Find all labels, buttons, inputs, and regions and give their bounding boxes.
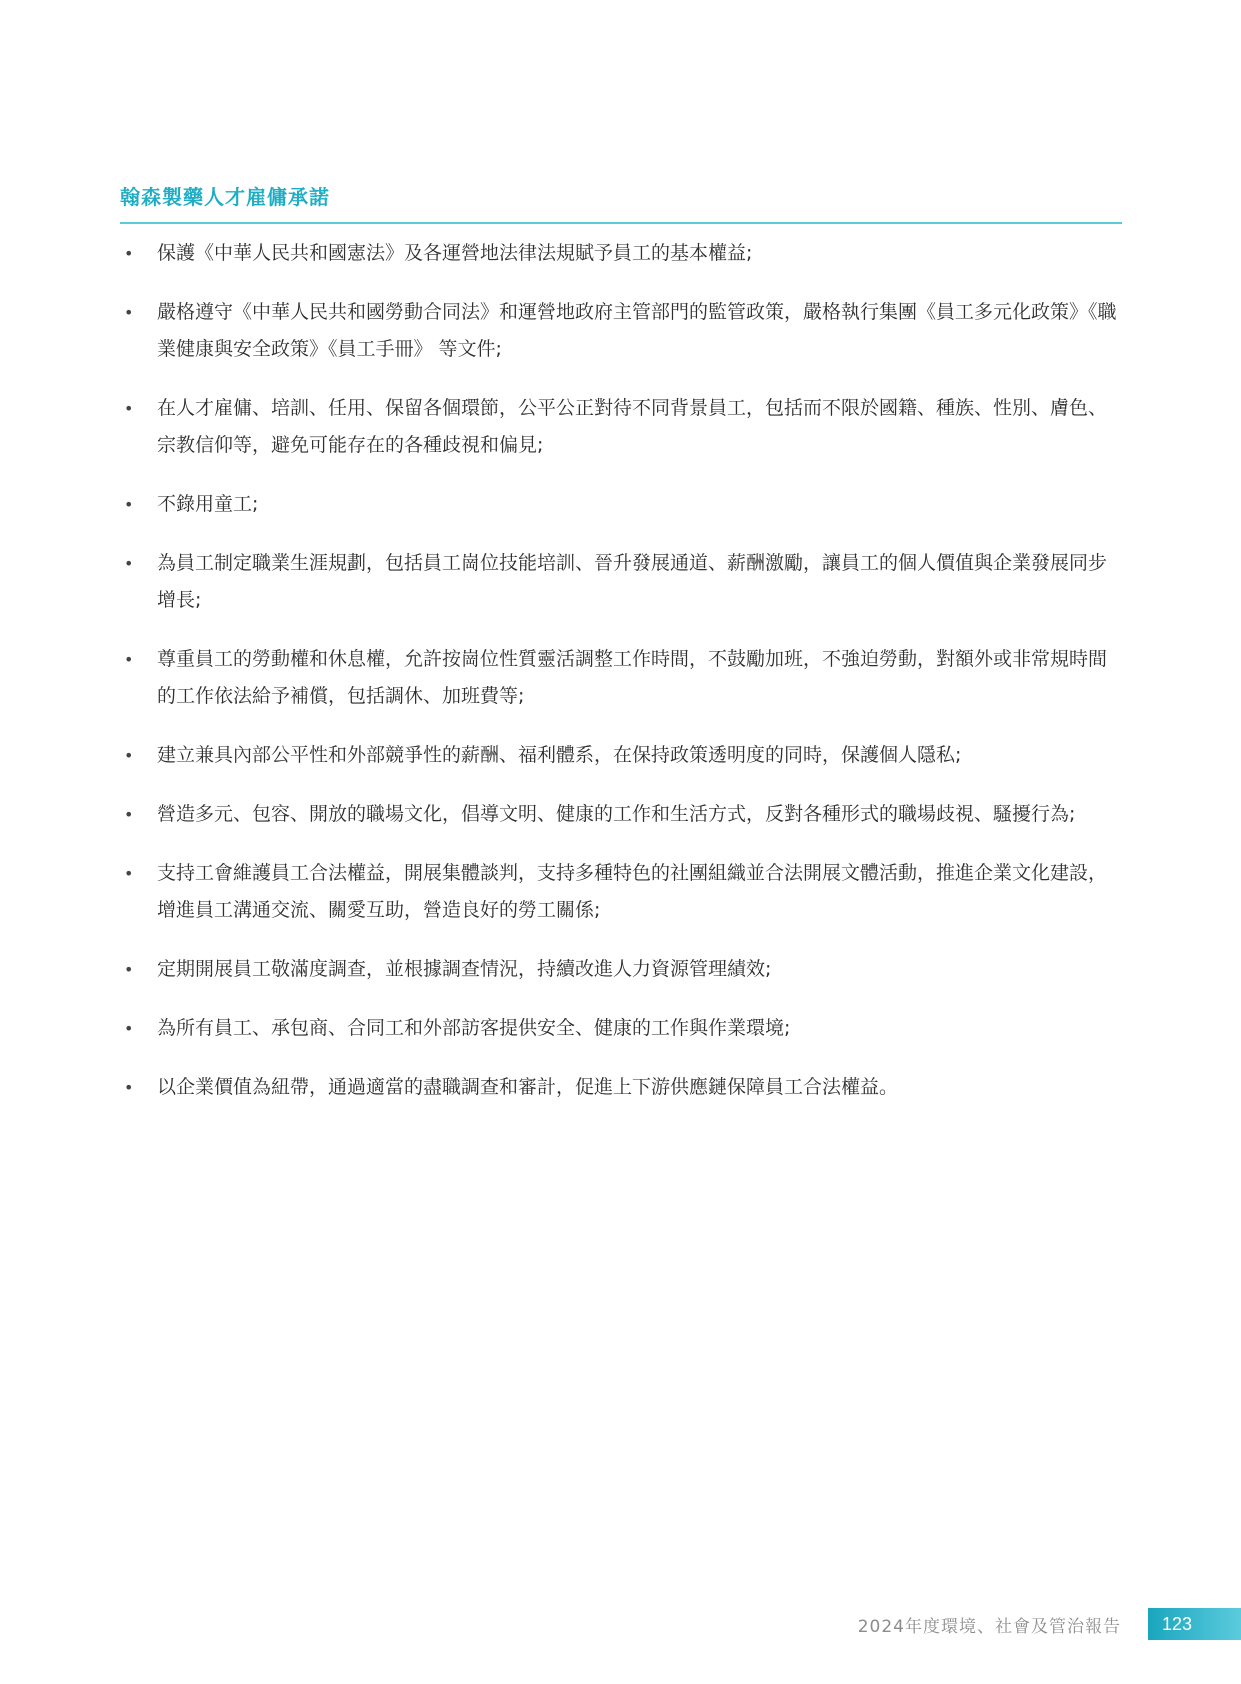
commitment-list [120, 235, 1122, 1128]
bullet-icon: • [124, 495, 134, 514]
list-item [120, 796, 1122, 833]
report-title-footer: 2024年度環境、社會及管治報告 [857, 1617, 1121, 1637]
bullet-icon: • [124, 960, 134, 979]
list-item [120, 641, 1122, 715]
list-item-text: 以企業價值為紐帶，通過適當的盡職調查和審計，促進上下游供應鏈保障員工合法權益。 [157, 1076, 899, 1098]
list-item [120, 545, 1122, 619]
list-item [120, 737, 1122, 774]
list-item-text: 建立兼具內部公平性和外部競爭性的薪酬、福利體系，在保持政策透明度的同時，保護個人隱私; [157, 744, 962, 766]
list-item-text: 嚴格遵守《中華人民共和國勞動合同法》和運營地政府主管部門的監管政策，嚴格執行集團《員工多元化政策》《職業健康與安全政策》《員工手冊》 等文件; [157, 301, 1117, 360]
list-item-text: 營造多元、包容、開放的職場文化，倡導文明、健康的工作和生活方式，反對各種形式的職場歧視、騷擾行為; [157, 803, 1076, 825]
bullet-icon: • [124, 244, 134, 263]
section-title: 翰森製藥人才雇傭承諾 [120, 185, 330, 209]
list-item [120, 1069, 1122, 1106]
list-item [120, 1010, 1122, 1047]
list-item-text: 保護《中華人民共和國憲法》及各運營地法律法規賦予員工的基本權益; [157, 242, 753, 264]
title-divider [120, 222, 1122, 224]
list-item [120, 951, 1122, 988]
list-item-text: 為所有員工、承包商、合同工和外部訪客提供安全、健康的工作與作業環境; [157, 1017, 791, 1039]
bullet-icon: • [124, 399, 134, 418]
bullet-icon: • [124, 1078, 134, 1097]
bullet-icon: • [124, 303, 134, 322]
bullet-icon: • [124, 805, 134, 824]
bullet-icon: • [124, 746, 134, 765]
list-item-text: 不錄用童工; [157, 493, 259, 515]
list-item-text: 支持工會維護員工合法權益，開展集體談判，支持多種特色的社團組織並合法開展文體活動，推進企業文化建設，增進員工溝通交流、關愛互助，營造良好的勞工關係; [157, 862, 1108, 921]
bullet-icon: • [124, 864, 134, 883]
list-item-text: 在人才雇傭、培訓、任用、保留各個環節，公平公正對待不同背景員工，包括而不限於國籍、種族、性別、膚色、宗教信仰等，避免可能存在的各種歧視和偏見; [157, 397, 1108, 456]
list-item [120, 294, 1122, 368]
list-item [120, 390, 1122, 464]
bullet-icon: • [124, 554, 134, 573]
list-item [120, 855, 1122, 929]
page-number: 123 [1148, 1608, 1241, 1640]
list-item-text: 為員工制定職業生涯規劃，包括員工崗位技能培訓、晉升發展通道、薪酬激勵，讓員工的個人價值與企業發展同步增長; [157, 552, 1108, 611]
list-item-text: 定期開展員工敬滿度調查，並根據調查情況，持續改進人力資源管理績效; [157, 958, 772, 980]
bullet-icon: • [124, 1019, 134, 1038]
list-item-text: 尊重員工的勞動權和休息權，允許按崗位性質靈活調整工作時間，不鼓勵加班，不強迫勞動，對額外或非常規時間的工作依法給予補償，包括調休、加班費等; [157, 648, 1108, 707]
bullet-icon: • [124, 650, 134, 669]
list-item [120, 486, 1122, 523]
list-item [120, 235, 1122, 272]
